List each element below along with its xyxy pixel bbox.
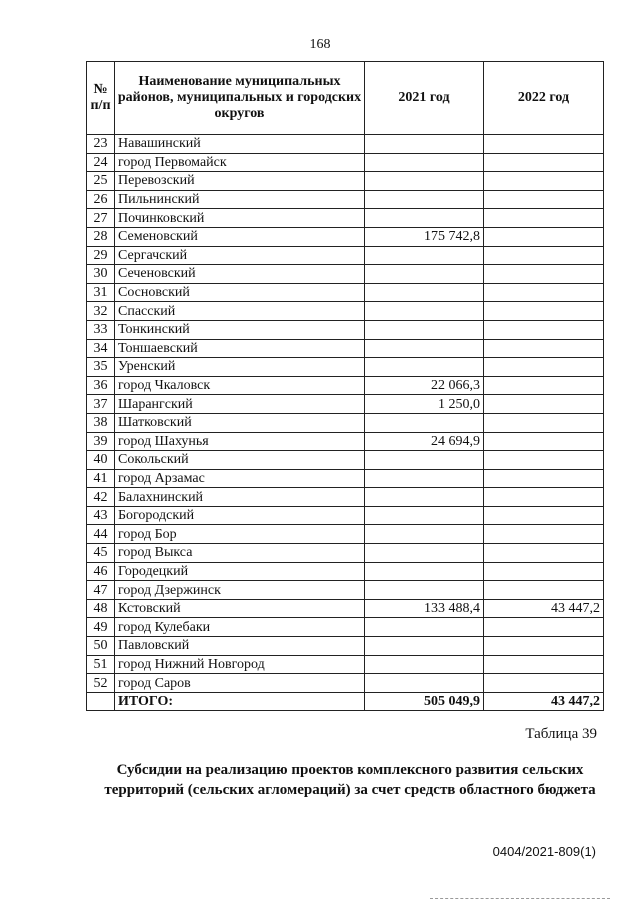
cell-name: Балахнинский (115, 488, 365, 507)
total-row (87, 692, 604, 711)
cell-y2022 (484, 413, 604, 432)
cell-name: город Дзержинск (115, 581, 365, 600)
table-row (87, 581, 604, 600)
cell-name: Семеновский (115, 227, 365, 246)
cell-num: 24 (87, 153, 115, 172)
cell-num: 51 (87, 655, 115, 674)
cell-num: 42 (87, 488, 115, 507)
cell-y2021 (365, 190, 484, 209)
cell-y2021: 1 250,0 (365, 395, 484, 414)
table-row (87, 358, 604, 377)
page-number: 168 (309, 37, 331, 52)
total-num (87, 692, 115, 711)
cell-y2021 (365, 488, 484, 507)
cell-y2021 (365, 674, 484, 693)
cell-y2021 (365, 581, 484, 600)
cell-num: 38 (87, 413, 115, 432)
cell-num: 23 (87, 135, 115, 154)
cell-name: Сокольский (115, 451, 365, 470)
table-row (87, 153, 604, 172)
cell-y2021 (365, 655, 484, 674)
header-name: Наименование муниципальных районов, муниципальных и городских округов (115, 62, 365, 135)
total-name: ИТОГО: (115, 692, 365, 711)
cell-num: 29 (87, 246, 115, 265)
cell-y2021: 24 694,9 (365, 432, 484, 451)
cell-num: 34 (87, 339, 115, 358)
cell-y2021 (365, 172, 484, 191)
header-num: № п/п (87, 62, 115, 135)
cell-y2021 (365, 451, 484, 470)
cell-y2022 (484, 246, 604, 265)
cell-num: 43 (87, 506, 115, 525)
cell-num: 52 (87, 674, 115, 693)
cell-name: город Арзамас (115, 469, 365, 488)
cell-y2021 (365, 544, 484, 563)
cell-num: 41 (87, 469, 115, 488)
cell-y2022 (484, 674, 604, 693)
cell-y2021 (365, 506, 484, 525)
cell-y2022 (484, 618, 604, 637)
cell-num: 25 (87, 172, 115, 191)
cell-num: 30 (87, 265, 115, 284)
cell-y2022 (484, 581, 604, 600)
subsidy-table (86, 61, 604, 711)
cell-y2022 (484, 432, 604, 451)
cell-name: Кстовский (115, 599, 365, 618)
cell-name: Перевозский (115, 172, 365, 191)
cell-name: Тоншаевский (115, 339, 365, 358)
table-header-row (87, 62, 604, 135)
cell-num: 35 (87, 358, 115, 377)
cell-y2022 (484, 265, 604, 284)
cell-y2022 (484, 376, 604, 395)
table-row (87, 544, 604, 563)
cell-name: город Шахунья (115, 432, 365, 451)
cell-name: Городецкий (115, 562, 365, 581)
cell-y2022 (484, 655, 604, 674)
cell-y2022 (484, 358, 604, 377)
cell-y2021 (365, 135, 484, 154)
cell-name: Богородский (115, 506, 365, 525)
table-row (87, 637, 604, 656)
cell-y2022 (484, 227, 604, 246)
cell-name: город Кулебаки (115, 618, 365, 637)
cell-y2022 (484, 544, 604, 563)
cell-name: Сергачский (115, 246, 365, 265)
table-row (87, 135, 604, 154)
table-row (87, 506, 604, 525)
cell-name: Шатковский (115, 413, 365, 432)
cell-name: Починковский (115, 209, 365, 228)
cell-num: 31 (87, 283, 115, 302)
table-row (87, 562, 604, 581)
table-row (87, 451, 604, 470)
cell-y2021 (365, 339, 484, 358)
table-row (87, 395, 604, 414)
cell-num: 47 (87, 581, 115, 600)
cell-num: 32 (87, 302, 115, 321)
cell-name: Шарангский (115, 395, 365, 414)
cell-y2022 (484, 320, 604, 339)
cell-y2021 (365, 469, 484, 488)
cell-y2022 (484, 395, 604, 414)
cell-num: 50 (87, 637, 115, 656)
cell-y2022 (484, 172, 604, 191)
cell-name: Навашинский (115, 135, 365, 154)
cell-y2021 (365, 618, 484, 637)
cell-y2021 (365, 209, 484, 228)
cell-y2022 (484, 506, 604, 525)
total-y2021: 505 049,9 (365, 692, 484, 711)
table-row (87, 265, 604, 284)
cell-num: 48 (87, 599, 115, 618)
cell-num: 40 (87, 451, 115, 470)
document-code: 0404/2021-809(1) (492, 844, 596, 859)
cell-num: 39 (87, 432, 115, 451)
cell-y2022: 43 447,2 (484, 599, 604, 618)
total-y2022: 43 447,2 (484, 692, 604, 711)
cell-name: Тонкинский (115, 320, 365, 339)
cell-num: 49 (87, 618, 115, 637)
cell-y2021 (365, 302, 484, 321)
cell-y2022 (484, 488, 604, 507)
table-row (87, 227, 604, 246)
cell-name: Сосновский (115, 283, 365, 302)
cell-num: 37 (87, 395, 115, 414)
cell-name: Павловский (115, 637, 365, 656)
table-row (87, 302, 604, 321)
table-row (87, 469, 604, 488)
cell-name: город Саров (115, 674, 365, 693)
cell-num: 28 (87, 227, 115, 246)
cell-num: 33 (87, 320, 115, 339)
cell-num: 26 (87, 190, 115, 209)
cell-y2022 (484, 637, 604, 656)
table-row (87, 525, 604, 544)
table-row (87, 413, 604, 432)
cell-name: город Нижний Новгород (115, 655, 365, 674)
table-row (87, 320, 604, 339)
table-row (87, 655, 604, 674)
cell-y2021 (365, 320, 484, 339)
cell-name: город Выкса (115, 544, 365, 563)
cell-name: Спасский (115, 302, 365, 321)
cell-name: город Бор (115, 525, 365, 544)
cell-y2021 (365, 153, 484, 172)
cell-name: Уренский (115, 358, 365, 377)
table-row (87, 172, 604, 191)
cell-name: Сеченовский (115, 265, 365, 284)
cell-y2021 (365, 637, 484, 656)
cell-y2021: 133 488,4 (365, 599, 484, 618)
cell-num: 46 (87, 562, 115, 581)
cell-y2022 (484, 562, 604, 581)
table-row (87, 190, 604, 209)
table-row (87, 339, 604, 358)
cell-y2021 (365, 525, 484, 544)
cell-num: 44 (87, 525, 115, 544)
cell-name: Пильнинский (115, 190, 365, 209)
cell-name: город Первомайск (115, 153, 365, 172)
cell-y2021 (365, 413, 484, 432)
cell-y2021 (365, 562, 484, 581)
table-row (87, 599, 604, 618)
cell-y2022 (484, 190, 604, 209)
cell-y2022 (484, 135, 604, 154)
cell-y2022 (484, 525, 604, 544)
cell-num: 27 (87, 209, 115, 228)
cell-y2021 (365, 283, 484, 302)
section-caption: Субсидии на реализацию проектов комплексного развития сельских территорий (сельских агломераций) за счет средств областного бюджета (104, 762, 596, 798)
cell-num: 45 (87, 544, 115, 563)
table-row (87, 283, 604, 302)
cell-y2022 (484, 469, 604, 488)
table-body (87, 135, 604, 711)
cell-y2021: 175 742,8 (365, 227, 484, 246)
table-row (87, 432, 604, 451)
table-row (87, 246, 604, 265)
header-2021: 2021 год (365, 62, 484, 135)
cell-y2021 (365, 358, 484, 377)
table-row (87, 618, 604, 637)
cell-y2022 (484, 302, 604, 321)
table-row (87, 488, 604, 507)
cell-y2021: 22 066,3 (365, 376, 484, 395)
cell-y2022 (484, 339, 604, 358)
cell-y2021 (365, 246, 484, 265)
cell-y2022 (484, 283, 604, 302)
cell-y2022 (484, 451, 604, 470)
table-row (87, 209, 604, 228)
cell-y2022 (484, 209, 604, 228)
cell-y2022 (484, 153, 604, 172)
table-row (87, 376, 604, 395)
table-label: Таблица 39 (525, 726, 597, 742)
cell-name: город Чкаловск (115, 376, 365, 395)
footer-rule (430, 898, 610, 899)
header-2022: 2022 год (484, 62, 604, 135)
cell-y2021 (365, 265, 484, 284)
cell-num: 36 (87, 376, 115, 395)
table-row (87, 674, 604, 693)
